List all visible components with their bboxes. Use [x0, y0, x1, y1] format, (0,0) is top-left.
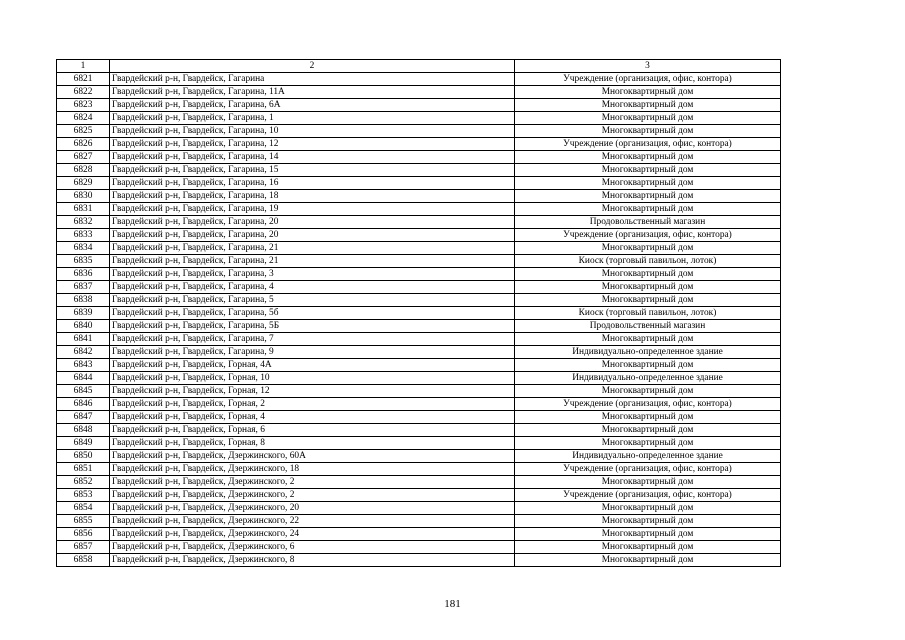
row-object-type: Многоквартирный дом — [515, 294, 781, 307]
row-number: 6849 — [57, 437, 110, 450]
row-address: Гвардейский р-н, Гвардейск, Дзержинского, 8 — [110, 554, 515, 567]
table-row — [57, 151, 781, 164]
row-object-type: Многоквартирный дом — [515, 242, 781, 255]
row-address: Гвардейский р-н, Гвардейск, Гагарина, 5б — [110, 307, 515, 320]
row-address: Гвардейский р-н, Гвардейск, Гагарина, 1 — [110, 112, 515, 125]
row-address: Гвардейский р-н, Гвардейск, Гагарина, 5 — [110, 294, 515, 307]
row-number: 6846 — [57, 398, 110, 411]
row-object-type: Продовольственный магазин — [515, 216, 781, 229]
row-address: Гвардейский р-н, Гвардейск, Гагарина, 12 — [110, 138, 515, 151]
header-col-2: 2 — [110, 60, 515, 73]
table-row — [57, 346, 781, 359]
table-row — [57, 437, 781, 450]
row-address: Гвардейский р-н, Гвардейск, Дзержинского, 18 — [110, 463, 515, 476]
row-number: 6834 — [57, 242, 110, 255]
table-row — [57, 398, 781, 411]
row-address: Гвардейский р-н, Гвардейск, Гагарина, 4 — [110, 281, 515, 294]
row-object-type: Многоквартирный дом — [515, 164, 781, 177]
table-row — [57, 463, 781, 476]
table-row — [57, 99, 781, 112]
row-address: Гвардейский р-н, Гвардейск, Горная, 8 — [110, 437, 515, 450]
row-number: 6855 — [57, 515, 110, 528]
address-table-body — [57, 60, 781, 567]
row-object-type: Многоквартирный дом — [515, 177, 781, 190]
table-row — [57, 502, 781, 515]
row-object-type: Многоквартирный дом — [515, 359, 781, 372]
table-header-row — [57, 60, 781, 73]
row-object-type: Многоквартирный дом — [515, 411, 781, 424]
row-object-type: Многоквартирный дом — [515, 151, 781, 164]
table-row — [57, 450, 781, 463]
table-row — [57, 411, 781, 424]
table-row — [57, 307, 781, 320]
row-object-type: Киоск (торговый павильон, лоток) — [515, 307, 781, 320]
row-number: 6854 — [57, 502, 110, 515]
row-object-type: Многоквартирный дом — [515, 528, 781, 541]
row-address: Гвардейский р-н, Гвардейск, Гагарина, 5Б — [110, 320, 515, 333]
table-row — [57, 476, 781, 489]
table-row — [57, 359, 781, 372]
row-number: 6850 — [57, 450, 110, 463]
table-row — [57, 333, 781, 346]
row-address: Гвардейский р-н, Гвардейск, Горная, 4А — [110, 359, 515, 372]
row-address: Гвардейский р-н, Гвардейск, Горная, 10 — [110, 372, 515, 385]
row-address: Гвардейский р-н, Гвардейск, Горная, 6 — [110, 424, 515, 437]
row-number: 6826 — [57, 138, 110, 151]
row-object-type: Многоквартирный дом — [515, 437, 781, 450]
table-row — [57, 294, 781, 307]
row-number: 6858 — [57, 554, 110, 567]
table-row — [57, 554, 781, 567]
table-row — [57, 112, 781, 125]
row-number: 6847 — [57, 411, 110, 424]
row-object-type: Многоквартирный дом — [515, 281, 781, 294]
table-row — [57, 86, 781, 99]
row-address: Гвардейский р-н, Гвардейск, Дзержинского, 2 — [110, 476, 515, 489]
row-number: 6830 — [57, 190, 110, 203]
row-number: 6825 — [57, 125, 110, 138]
row-object-type: Многоквартирный дом — [515, 268, 781, 281]
table-row — [57, 73, 781, 86]
table-row — [57, 489, 781, 502]
row-number: 6822 — [57, 86, 110, 99]
table-row — [57, 385, 781, 398]
header-col-3: 3 — [515, 60, 781, 73]
row-address: Гвардейский р-н, Гвардейск, Гагарина, 19 — [110, 203, 515, 216]
row-object-type: Многоквартирный дом — [515, 203, 781, 216]
row-object-type: Учреждение (организация, офис, контора) — [515, 398, 781, 411]
row-number: 6835 — [57, 255, 110, 268]
row-number: 6831 — [57, 203, 110, 216]
row-number: 6851 — [57, 463, 110, 476]
row-address: Гвардейский р-н, Гвардейск, Гагарина, 6А — [110, 99, 515, 112]
row-address: Гвардейский р-н, Гвардейск, Гагарина, 3 — [110, 268, 515, 281]
row-object-type: Многоквартирный дом — [515, 190, 781, 203]
row-number: 6836 — [57, 268, 110, 281]
row-number: 6853 — [57, 489, 110, 502]
table-row — [57, 515, 781, 528]
row-address: Гвардейский р-н, Гвардейск, Дзержинского, 2 — [110, 489, 515, 502]
row-object-type: Многоквартирный дом — [515, 502, 781, 515]
row-object-type: Учреждение (организация, офис, контора) — [515, 73, 781, 86]
table-row — [57, 216, 781, 229]
row-address: Гвардейский р-н, Гвардейск, Дзержинского, 22 — [110, 515, 515, 528]
row-object-type: Учреждение (организация, офис, контора) — [515, 489, 781, 502]
row-number: 6839 — [57, 307, 110, 320]
row-address: Гвардейский р-н, Гвардейск, Дзержинского, 24 — [110, 528, 515, 541]
row-object-type: Индивидуально-определенное здание — [515, 346, 781, 359]
row-address: Гвардейский р-н, Гвардейск, Дзержинского, 60А — [110, 450, 515, 463]
row-object-type: Многоквартирный дом — [515, 424, 781, 437]
table-row — [57, 203, 781, 216]
row-address: Гвардейский р-н, Гвардейск, Гагарина, 9 — [110, 346, 515, 359]
row-object-type: Учреждение (организация, офис, контора) — [515, 463, 781, 476]
row-address: Гвардейский р-н, Гвардейск, Гагарина, 11А — [110, 86, 515, 99]
row-address: Гвардейский р-н, Гвардейск, Гагарина, 10 — [110, 125, 515, 138]
row-number: 6856 — [57, 528, 110, 541]
table-row — [57, 229, 781, 242]
row-object-type: Многоквартирный дом — [515, 333, 781, 346]
row-address: Гвардейский р-н, Гвардейск, Гагарина, 18 — [110, 190, 515, 203]
row-number: 6828 — [57, 164, 110, 177]
row-object-type: Учреждение (организация, офис, контора) — [515, 138, 781, 151]
row-object-type: Многоквартирный дом — [515, 554, 781, 567]
row-number: 6842 — [57, 346, 110, 359]
table-row — [57, 125, 781, 138]
row-number: 6838 — [57, 294, 110, 307]
row-number: 6845 — [57, 385, 110, 398]
table-row — [57, 190, 781, 203]
row-object-type: Киоск (торговый павильон, лоток) — [515, 255, 781, 268]
table-row — [57, 268, 781, 281]
row-object-type: Многоквартирный дом — [515, 125, 781, 138]
row-number: 6829 — [57, 177, 110, 190]
row-address: Гвардейский р-н, Гвардейск, Дзержинского, 6 — [110, 541, 515, 554]
table-row — [57, 281, 781, 294]
page-number: 181 — [444, 598, 461, 610]
row-address: Гвардейский р-н, Гвардейск, Гагарина — [110, 73, 515, 86]
row-address: Гвардейский р-н, Гвардейск, Дзержинского, 20 — [110, 502, 515, 515]
row-object-type: Многоквартирный дом — [515, 541, 781, 554]
row-address: Гвардейский р-н, Гвардейск, Гагарина, 20 — [110, 216, 515, 229]
row-number: 6824 — [57, 112, 110, 125]
row-number: 6848 — [57, 424, 110, 437]
row-address: Гвардейский р-н, Гвардейск, Горная, 2 — [110, 398, 515, 411]
row-number: 6832 — [57, 216, 110, 229]
row-object-type: Многоквартирный дом — [515, 86, 781, 99]
table-row — [57, 242, 781, 255]
row-address: Гвардейский р-н, Гвардейск, Горная, 4 — [110, 411, 515, 424]
row-address: Гвардейский р-н, Гвардейск, Гагарина, 7 — [110, 333, 515, 346]
row-object-type: Многоквартирный дом — [515, 385, 781, 398]
row-address: Гвардейский р-н, Гвардейск, Гагарина, 16 — [110, 177, 515, 190]
address-table — [56, 59, 781, 567]
row-address: Гвардейский р-н, Гвардейск, Гагарина, 15 — [110, 164, 515, 177]
table-row — [57, 320, 781, 333]
row-object-type: Многоквартирный дом — [515, 99, 781, 112]
table-row — [57, 138, 781, 151]
row-object-type: Индивидуально-определенное здание — [515, 450, 781, 463]
row-object-type: Индивидуально-определенное здание — [515, 372, 781, 385]
header-col-1: 1 — [57, 60, 110, 73]
row-number: 6827 — [57, 151, 110, 164]
row-number: 6833 — [57, 229, 110, 242]
row-object-type: Многоквартирный дом — [515, 515, 781, 528]
row-object-type: Продовольственный магазин — [515, 320, 781, 333]
row-object-type: Многоквартирный дом — [515, 476, 781, 489]
row-address: Гвардейский р-н, Гвардейск, Гагарина, 21 — [110, 255, 515, 268]
row-address: Гвардейский р-н, Гвардейск, Гагарина, 20 — [110, 229, 515, 242]
table-row — [57, 164, 781, 177]
row-number: 6840 — [57, 320, 110, 333]
table-row — [57, 528, 781, 541]
row-number: 6837 — [57, 281, 110, 294]
table-row — [57, 372, 781, 385]
row-object-type: Учреждение (организация, офис, контора) — [515, 229, 781, 242]
table-row — [57, 541, 781, 554]
row-object-type: Многоквартирный дом — [515, 112, 781, 125]
row-number: 6857 — [57, 541, 110, 554]
row-number: 6823 — [57, 99, 110, 112]
row-number: 6821 — [57, 73, 110, 86]
row-address: Гвардейский р-н, Гвардейск, Гагарина, 14 — [110, 151, 515, 164]
row-address: Гвардейский р-н, Гвардейск, Горная, 12 — [110, 385, 515, 398]
table-row — [57, 255, 781, 268]
row-number: 6844 — [57, 372, 110, 385]
row-address: Гвардейский р-н, Гвардейск, Гагарина, 21 — [110, 242, 515, 255]
row-number: 6852 — [57, 476, 110, 489]
row-number: 6843 — [57, 359, 110, 372]
row-number: 6841 — [57, 333, 110, 346]
table-row — [57, 177, 781, 190]
table-row — [57, 424, 781, 437]
